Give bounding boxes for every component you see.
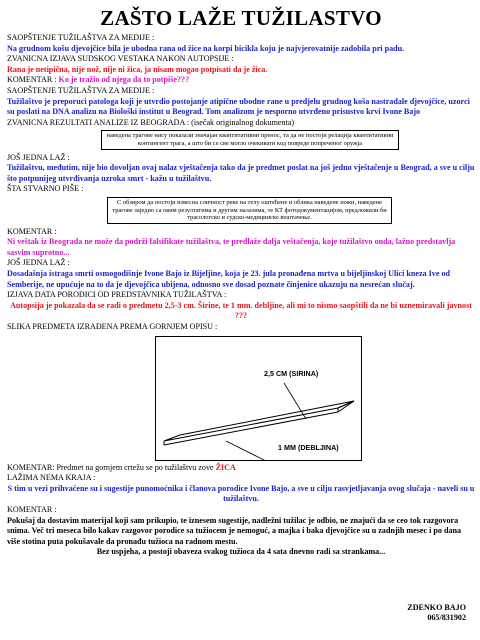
family-statement-text: Autopsija je pokazala da se radi o predmetu 2,5-3 cm. Širine, te 1 mm. debljine, ali mi to nismo saopštili da ne bi uznemiravali javnost ??? <box>10 300 472 321</box>
media-statement-2-text: Tužilaštvo je preporuci patologa koji je utvrdio postojanje atipične ubodne rane u predjelu grudnog koša nastradale djevojčice, uzorci su poslati na DNA analizu na Biološki institut u Beograd. Tom analizom je nesporno utvrđeno prisustvo krvi Ivone Bajo <box>7 96 470 117</box>
belgrade-results-heading <box>7 118 475 129</box>
media-statement-1-text: Na grudnom košu djevojčice bila je ubodna rana od žice na korpi bicikla koju je najvjerovatnije zadobila pri padu. <box>7 43 405 53</box>
thickness-label: 1 MM (DEBLJINA) <box>278 442 339 452</box>
document-excerpt-1: наведена трагове нису показали значајан квантитативни пренос, та да не постоји релација квантитативни контингент трага, а што би се све могло очекивати код повреде попреченог оружја <box>101 130 399 149</box>
no-end-text: S tim u vezi prihvaćene su i sugestije punomoćnika i članova porodice Ivone Bajo, a sve u cilju rasvjetljavanja ovog slučaja - naveli su u tužilaštvu. <box>7 483 475 504</box>
belgrade-results-label: ZVANICNA REZULTATI ANALIZE IZ BEOGRADA : <box>7 117 190 127</box>
comment-1-text: Ko je tražio od njega da to potpiše??? <box>56 75 190 85</box>
another-lie-1-text: Tužilaštvu, međutim, nije bio dovoljan ovaj nalaz vještačenja tako da je predmet poslat na još jedno vještačenje u Beograd, a sve u cilju što potpunijeg utvrđivanja uzroka smrt - kažu u tužilaštvu. <box>7 163 475 183</box>
object-drawing-svg <box>156 337 361 460</box>
strip-shape <box>164 401 354 441</box>
figure-caption: SLIKA PREDMETA IZRAĐENA PREMA GORNJEM OPISU : <box>7 322 218 332</box>
page-title: ZAŠTO LAŽE TUŽILASTVO <box>100 6 382 30</box>
width-label: 2,5 CM (SIRINA) <box>264 368 319 378</box>
comment-2-label: KOMENTAR : <box>7 226 57 236</box>
comment-2-text: Ni veštak iz Beograda ne može da podrži falsifikate tužilaštva, te predlaže dalja veštačenja, koje tužilaštvo onda, lažno predstavlja sasvim suprotno... <box>7 237 456 257</box>
comment-3-highlight: ŽICA <box>215 462 236 472</box>
comment-3 <box>7 463 475 474</box>
another-lie-2-label: JOŠ JEDNA LAŽ : <box>7 258 70 268</box>
media-statement-2-label: SAOPŠTENJE TUŽILAŠTVA ZA MEDIJE : <box>7 85 155 95</box>
author-phone: 065/831902 <box>427 613 466 622</box>
comment-4-text: Pokušaj da dostavim materijal koji sam prikupio, te iznesem sugestije, nadležni tužilac je odbio, ne znajući da se ceo tok razgovora snima. Več tri meseca bilo kakav razgovor porodice sa tužiocem je nemoguć, a majka i baka djevojčice su u zadnjih mesec i po dana više stotina puta pokušavale da pronađu tužioca na radnom mestu. <box>7 515 462 546</box>
author-name: ZDENKO BAJO <box>407 603 466 612</box>
belgrade-results-note: (isečak originalnog dokumenta) <box>189 117 295 127</box>
document-excerpt-2: С обзиром да постоји извесна сличност реке на телу оштећене и облика наведене ножи, наведене трагове заједно са овим резултатима и другим налазима, те КТ фотодокументацијом, предложили би трасологско и судско-медицинско вештачење. <box>107 197 392 224</box>
comment-1 <box>7 75 475 86</box>
comment-4-label: KOMENTAR : <box>7 505 57 514</box>
another-lie-1-label: JOŠ JEDNA LAŽ : <box>7 152 70 162</box>
thickness-pointer <box>226 441 266 460</box>
another-lie-2-text: Dosadašnja istraga smrti osmogodišnje Ivone Bajo iz Bijeljine, koja je 23. jula pronađena mrtva u bijeljinskoj Ulici kneza Ive od Semberije, ne upućuje na to da je djevojčica ubijena, odnosno sve dosad poznate činjenice ukazuju na nesrećan slučaj. <box>7 269 450 289</box>
family-statement-label: IZJAVA DATA PORODICI OD PREDSTAVNIKA TUŽILAŠTVA : <box>7 290 227 300</box>
no-end-label: LAŽIMA NEMA KRAJA : <box>7 473 96 483</box>
comment-3-label: KOMENTAR: Predmet na gornjem crtežu se po tužilaštvu zove <box>7 462 216 472</box>
comment-1-label: KOMENTAR : <box>7 75 57 85</box>
autopsy-statement-text: Rana je netipična, nije nož, nije ni žica, ja nisam mogao potpisati da je žica. <box>7 64 268 74</box>
strip-edge-bottom <box>164 412 338 445</box>
comment-4-closing: Bez uspjeha, a postoji obaveza svakog tužioca da 4 sata dnevno radi sa strankama... <box>96 547 386 557</box>
media-statement-1-label: SAOPŠTENJE TUŽILAŠTVA ZA MEDIJE : <box>7 33 155 42</box>
what-it-says-label: ŠTA STVARNO PIŠE : <box>7 184 84 194</box>
autopsy-statement-label: ZVANICNA IZJAVA SUDSKOG VESTAKA NAKON AUTOPSIJE : <box>7 54 234 64</box>
object-drawing <box>155 336 362 461</box>
